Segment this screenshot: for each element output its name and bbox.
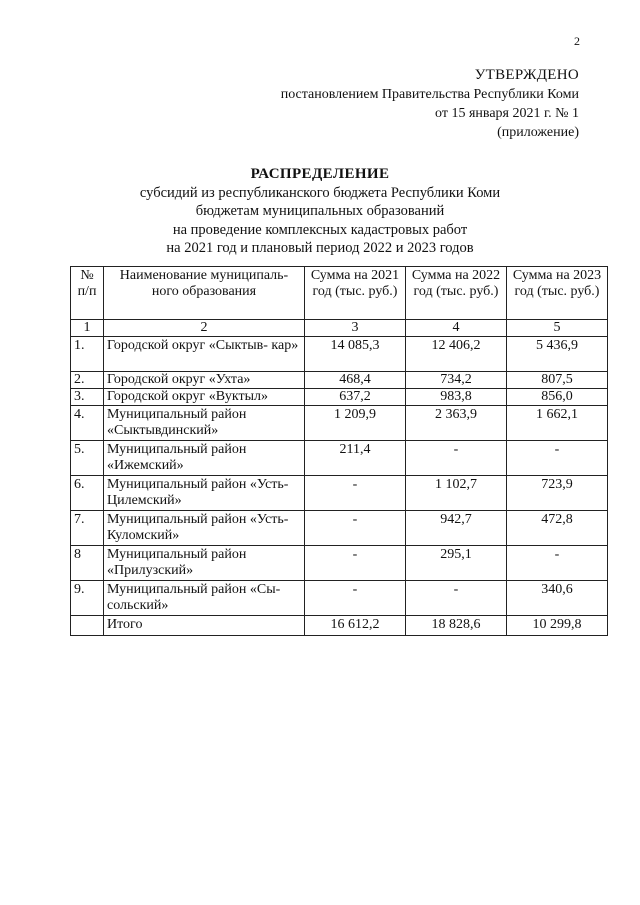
row-sum-2022: 2 363,9 [406, 406, 507, 441]
header-sum-2021: Сумма на 2021 год (тыс. руб.) [305, 267, 406, 320]
row-name: Муниципальный район «Ижемский» [104, 441, 305, 476]
row-sum-2022: - [406, 581, 507, 616]
total-number [71, 616, 104, 636]
row-name: Муниципальный район «Сыктывдинский» [104, 406, 305, 441]
row-sum-2022: 1 102,7 [406, 476, 507, 511]
row-number: 5. [71, 441, 104, 476]
approval-block [199, 66, 579, 142]
table-row [71, 406, 608, 441]
row-sum-2022: 983,8 [406, 389, 507, 406]
table-row [71, 511, 608, 546]
row-sum-2021: 14 085,3 [305, 337, 406, 372]
table-row [71, 476, 608, 511]
row-sum-2023: 340,6 [507, 581, 608, 616]
row-name: Муниципальный район «Усть-Цилемский» [104, 476, 305, 511]
row-sum-2021: - [305, 476, 406, 511]
table-row [71, 372, 608, 389]
header-number: № п/п [71, 267, 104, 320]
row-number: 7. [71, 511, 104, 546]
approval-line-2: постановлением Правительства Республики Коми [280, 87, 579, 102]
column-numbering-row [71, 320, 608, 337]
document-title: РАСПРЕДЕЛЕНИЕ [250, 166, 390, 182]
table-row [71, 389, 608, 406]
column-number: 1 [71, 320, 104, 337]
row-sum-2021: 1 209,9 [305, 406, 406, 441]
row-sum-2023: 856,0 [507, 389, 608, 406]
row-name: Муниципальный район «Сы- сольский» [104, 581, 305, 616]
row-sum-2023: 472,8 [507, 511, 608, 546]
row-sum-2023: 807,5 [507, 372, 608, 389]
row-name: Городской округ «Сыктыв- кар» [104, 337, 305, 372]
column-number: 4 [406, 320, 507, 337]
row-sum-2022: 12 406,2 [406, 337, 507, 372]
row-sum-2021: - [305, 511, 406, 546]
row-sum-2021: - [305, 546, 406, 581]
total-sum-2022: 18 828,6 [406, 616, 507, 636]
row-sum-2023: - [507, 441, 608, 476]
table-row [71, 441, 608, 476]
row-sum-2021: - [305, 581, 406, 616]
row-sum-2022: 295,1 [406, 546, 507, 581]
approval-line-4: (приложение) [497, 125, 579, 140]
document-heading [0, 165, 640, 258]
page-number: 2 [574, 34, 580, 48]
header-sum-2023: Сумма на 2023 год (тыс. руб.) [507, 267, 608, 320]
row-sum-2023: 723,9 [507, 476, 608, 511]
row-sum-2022: 734,2 [406, 372, 507, 389]
table-row [71, 546, 608, 581]
total-row [71, 616, 608, 636]
row-sum-2021: 637,2 [305, 389, 406, 406]
row-sum-2022: - [406, 441, 507, 476]
header-sum-2022: Сумма на 2022 год (тыс. руб.) [406, 267, 507, 320]
row-sum-2021: 211,4 [305, 441, 406, 476]
row-sum-2022: 942,7 [406, 511, 507, 546]
heading-line-1: субсидий из республиканского бюджета Республики Коми [139, 184, 501, 201]
row-name: Городской округ «Ухта» [104, 372, 305, 389]
header-name: Наименование муниципаль- ного образования [104, 267, 305, 320]
row-sum-2023: - [507, 546, 608, 581]
table-row [71, 337, 608, 372]
row-number: 4. [71, 406, 104, 441]
row-name: Городской округ «Вуктыл» [104, 389, 305, 406]
heading-line-2: бюджетам муниципальных образований [195, 203, 445, 219]
column-number: 3 [305, 320, 406, 337]
row-sum-2023: 5 436,9 [507, 337, 608, 372]
row-number: 3. [71, 389, 104, 406]
row-number: 8 [71, 546, 104, 581]
approval-line-1: УТВЕРЖДЕНО [474, 67, 579, 83]
heading-line-3: на проведение комплексных кадастровых работ [172, 221, 468, 238]
table-header-row [71, 267, 608, 320]
row-number: 6. [71, 476, 104, 511]
row-sum-2021: 468,4 [305, 372, 406, 389]
row-name: Муниципальный район «Усть-Куломский» [104, 511, 305, 546]
row-name: Муниципальный район «Прилузский» [104, 546, 305, 581]
total-label: Итого [104, 616, 305, 636]
row-number: 2. [71, 372, 104, 389]
column-number: 5 [507, 320, 608, 337]
approval-line-3: от 15 января 2021 г. № 1 [435, 106, 579, 121]
total-sum-2021: 16 612,2 [305, 616, 406, 636]
distribution-table [70, 266, 608, 636]
row-sum-2023: 1 662,1 [507, 406, 608, 441]
heading-line-4: на 2021 год и плановый период 2022 и 2023 годов [166, 240, 474, 256]
total-sum-2023: 10 299,8 [507, 616, 608, 636]
column-number: 2 [104, 320, 305, 337]
row-number: 9. [71, 581, 104, 616]
row-number: 1. [71, 337, 104, 372]
table-row [71, 581, 608, 616]
